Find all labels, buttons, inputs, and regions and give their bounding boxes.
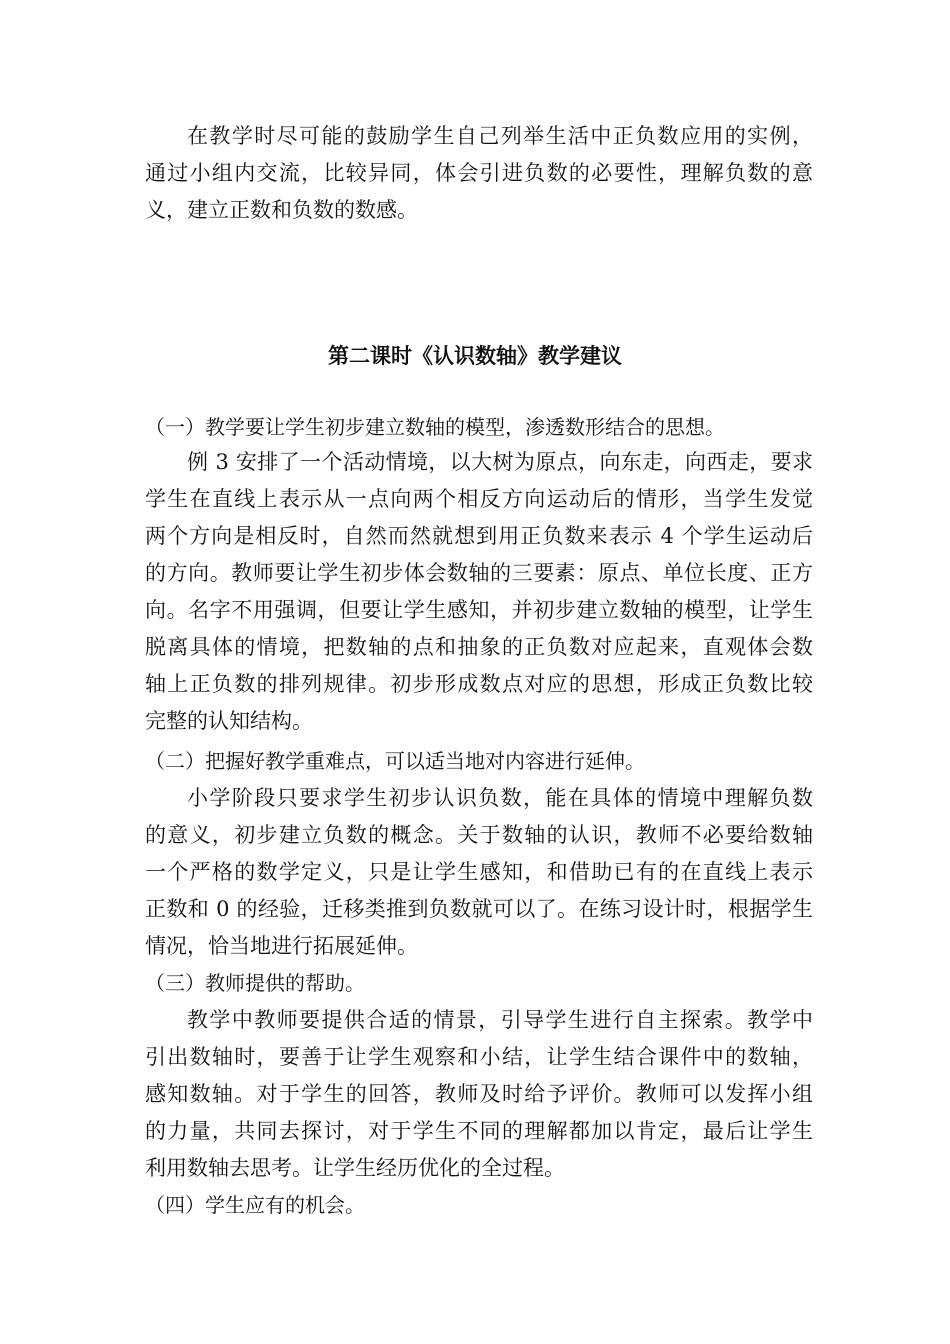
paragraph-line: 感知数轴。对于学生的回答，教师及时给予评价。教师可以发挥小组 [145, 1082, 813, 1106]
paragraph-line: 的方向。教师要让学生初步体会数轴的三要素：原点、单位长度、正方 [145, 561, 813, 585]
paragraph-line: 教学中教师要提供合适的情景，引导学生进行自主探索。教学中 [187, 1008, 813, 1032]
paragraph-line: 两个方向是相反时，自然而然就想到用正负数来表示 4 个学生运动后 [145, 524, 813, 548]
paragraph-line: 利用数轴去思考。让学生经历优化的全过程。 [145, 1156, 565, 1180]
paragraph-line: 义，建立正数和负数的数感。 [145, 198, 418, 222]
paragraph-line: 完整的认知结构。 [145, 709, 313, 733]
paragraph-line: 小学阶段只要求学生初步认识负数，能在具体的情境中理解负数 [187, 786, 813, 810]
section-4 [145, 1190, 813, 1220]
section-1 [145, 412, 813, 740]
section-heading: （四）学生应有的机会。 [145, 1193, 365, 1217]
paragraph-line: 的力量，共同去探讨，对于学生不同的理解都加以肯定，最后让学生 [145, 1119, 813, 1143]
section-heading: （一）教学要让学生初步建立数轴的模型，渗透数形结合的思想。 [145, 415, 725, 439]
paragraph-line: 情况，恰当地进行拓展延伸。 [145, 934, 418, 958]
section-2 [145, 746, 813, 965]
section-3 [145, 968, 813, 1187]
intro-paragraph [145, 118, 813, 229]
paragraph-line: 例 3 安排了一个活动情境，以大树为原点，向东走，向西走，要求 [187, 450, 813, 474]
paragraph-line: 一个严格的数学定义，只是让学生感知，和借助已有的在直线上表示 [145, 860, 813, 884]
section-title: 第二课时《认识数轴》教学建议 [328, 344, 622, 368]
paragraph-line: 的意义，初步建立负数的概念。关于数轴的认识，教师不必要给数轴 [145, 823, 813, 847]
section-heading: （三）教师提供的帮助。 [145, 971, 365, 995]
paragraph-line: 引出数轴时，要善于让学生观察和小结，让学生结合课件中的数轴， [145, 1045, 813, 1069]
paragraph-line: 学生在直线上表示从一点向两个相反方向运动后的情形，当学生发觉 [145, 487, 813, 511]
paragraph-line: 脱离具体的情境，把数轴的点和抽象的正负数对应起来，直观体会数 [145, 635, 813, 659]
paragraph-line: 轴上正负数的排列规律。初步形成数点对应的思想，形成正负数比较 [145, 672, 813, 696]
paragraph-line: 向。名字不用强调，但要让学生感知，并初步建立数轴的模型，让学生 [145, 598, 813, 622]
paragraph-line: 在教学时尽可能的鼓励学生自己列举生活中正负数应用的实例， [187, 124, 813, 148]
paragraph-line: 通过小组内交流，比较异同，体会引进负数的必要性，理解负数的意 [145, 161, 813, 185]
section-heading: （二）把握好教学重难点，可以适当地对内容进行延伸。 [145, 749, 645, 773]
paragraph-line: 正数和 0 的经验，迁移类推到负数就可以了。在练习设计时，根据学生 [145, 897, 813, 921]
